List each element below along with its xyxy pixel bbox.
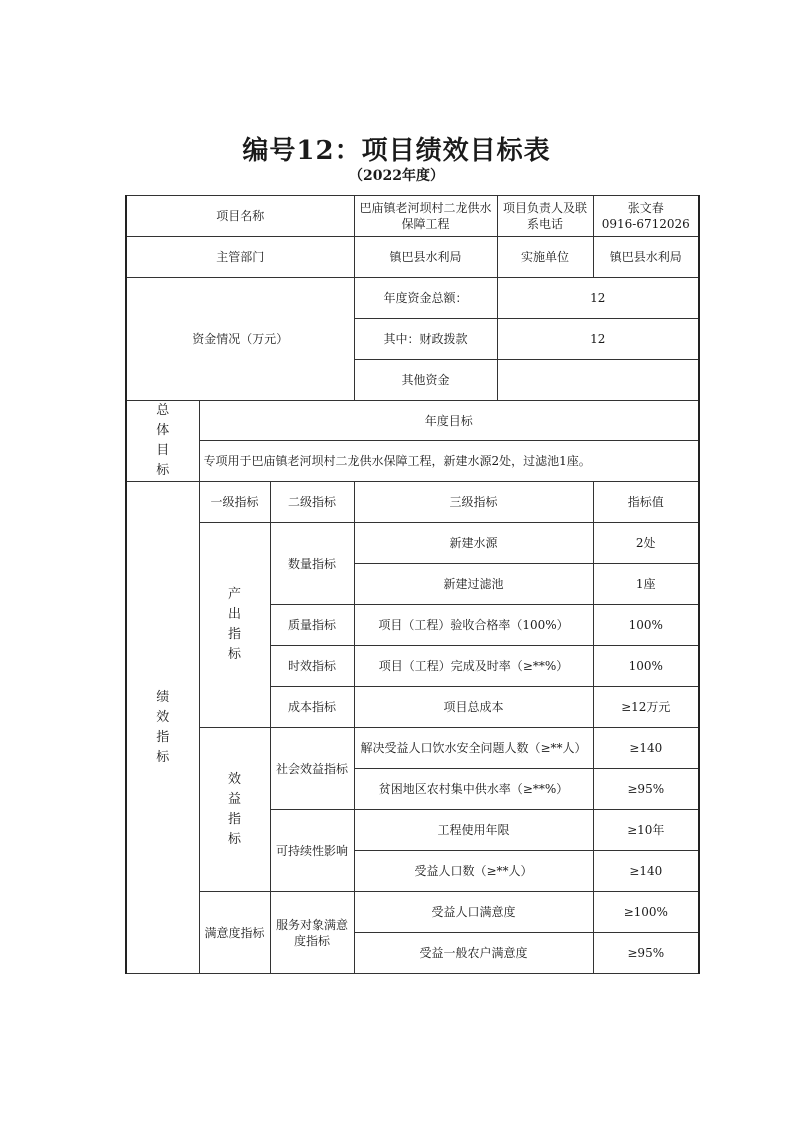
project-name-value: 巴庙镇老河坝村二龙供水保障工程 (354, 196, 497, 237)
header-level2: 二级指标 (270, 482, 354, 523)
indicator-name: 受益一般农户满意度 (354, 933, 593, 974)
project-name-label: 项目名称 (126, 196, 354, 237)
indicator-name: 受益人口满意度 (354, 892, 593, 933)
contact-phone: 0916-6712026 (601, 217, 690, 231)
indicator-value: ≥140 (593, 851, 699, 892)
funds-other-label: 其他资金 (354, 360, 497, 401)
indicator-name: 项目（工程）验收合格率（100%） (354, 605, 593, 646)
indicator-name: 贫困地区农村集中供水率（≥**%） (354, 769, 593, 810)
funds-fiscal-value: 12 (497, 319, 699, 360)
impl-label: 实施单位 (497, 237, 593, 278)
satisfaction-sub-label: 服务对象满意度指标 (270, 892, 354, 974)
funds-fiscal-label: 其中：财政拨款 (354, 319, 497, 360)
satisfaction-label: 满意度指标 (199, 892, 270, 974)
contact-value (593, 196, 699, 237)
indicator-value: ≥12万元 (593, 687, 699, 728)
performance-table (125, 195, 700, 974)
indicator-value: ≥95% (593, 933, 699, 974)
impl-value: 镇巴县水利局 (593, 237, 699, 278)
header-value: 指标值 (593, 482, 699, 523)
indicator-name: 项目总成本 (354, 687, 593, 728)
indicator-value: ≥95% (593, 769, 699, 810)
cost-label: 成本指标 (270, 687, 354, 728)
annual-goal-text: 专项用于巴庙镇老河坝村二龙供水保障工程，新建水源2处，过滤池1座。 (199, 441, 699, 482)
dept-value: 镇巴县水利局 (354, 237, 497, 278)
indicator-value: 100% (593, 605, 699, 646)
year-subtitle: （2022年度） (349, 168, 444, 184)
timeliness-label: 时效指标 (270, 646, 354, 687)
dept-label: 主管部门 (126, 237, 354, 278)
header-level3: 三级指标 (354, 482, 593, 523)
annual-goal-label: 年度目标 (199, 401, 699, 441)
perf-label: 绩效指标 (126, 482, 199, 974)
indicator-name: 项目（工程）完成及时率（≥**%） (354, 646, 593, 687)
indicator-value: ≥140 (593, 728, 699, 769)
indicator-name: 新建过滤池 (354, 564, 593, 605)
quality-label: 质量指标 (270, 605, 354, 646)
contact-label: 项目负责人及联系电话 (497, 196, 593, 237)
funds-total-value: 12 (497, 278, 699, 319)
indicator-name: 新建水源 (354, 523, 593, 564)
indicator-name: 受益人口数（≥**人） (354, 851, 593, 892)
sustain-label: 可持续性影响 (270, 810, 354, 892)
indicator-value: 100% (593, 646, 699, 687)
funds-label: 资金情况（万元） (126, 278, 354, 401)
benefit-label: 效益指标 (199, 728, 270, 892)
page-title: 编号12：项目绩效目标表 (242, 136, 551, 166)
indicator-name: 解决受益人口饮水安全问题人数（≥**人） (354, 728, 593, 769)
funds-other-value (497, 360, 699, 401)
indicator-value: 2处 (593, 523, 699, 564)
overall-goal-label: 总体目标 (126, 401, 199, 482)
quantity-label: 数量指标 (270, 523, 354, 605)
output-label: 产出指标 (199, 523, 270, 728)
header-level1: 一级指标 (199, 482, 270, 523)
indicator-name: 工程使用年限 (354, 810, 593, 851)
contact-name: 张文春 (627, 201, 664, 215)
funds-total-label: 年度资金总额： (354, 278, 497, 319)
indicator-value: ≥10年 (593, 810, 699, 851)
social-label: 社会效益指标 (270, 728, 354, 810)
indicator-value: 1座 (593, 564, 699, 605)
indicator-value: ≥100% (593, 892, 699, 933)
